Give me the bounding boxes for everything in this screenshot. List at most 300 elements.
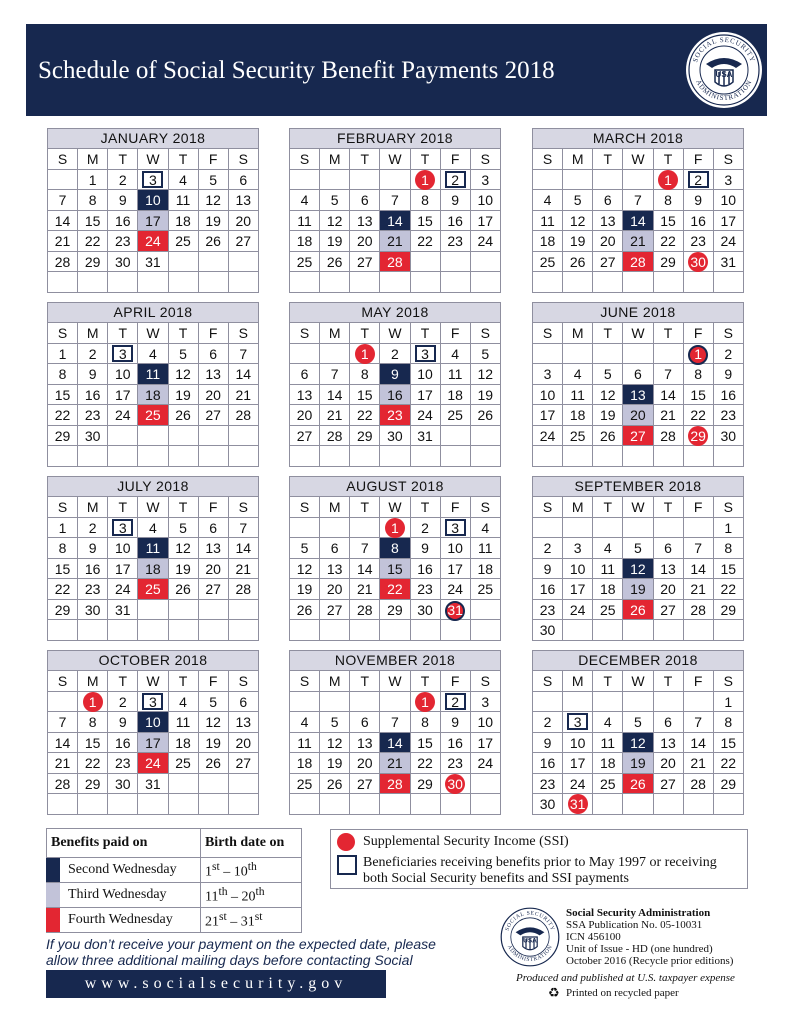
day-number: 18: [175, 212, 191, 229]
ssi-payment-day: [441, 774, 471, 795]
day-number: 12: [296, 560, 313, 577]
legend-ssi-text: Supplemental Security Income (SSI): [363, 834, 569, 849]
day-cell: [138, 753, 168, 774]
day-cell: [138, 733, 168, 754]
day-number: 12: [326, 212, 343, 229]
day-cell: [593, 364, 623, 385]
day-cell: [380, 753, 410, 774]
day-number: 28: [326, 427, 343, 444]
month-title: MAY 2018: [290, 303, 501, 323]
day-number: 5: [481, 345, 490, 362]
empty-cell: [138, 794, 168, 815]
day-cell: [290, 559, 320, 580]
day-number: 15: [54, 386, 71, 403]
month-title: OCTOBER 2018: [48, 651, 259, 671]
weekday-header-row: [533, 497, 744, 518]
week-row: [48, 733, 259, 754]
day-number: 17: [115, 560, 131, 577]
day-cell: [199, 753, 229, 774]
day-cell: [320, 753, 350, 774]
day-cell: [199, 733, 229, 754]
day-cell: [320, 405, 350, 426]
day-cell: [138, 579, 168, 600]
week-row: [48, 446, 259, 467]
day-number: 15: [417, 734, 433, 751]
day-number: 30: [720, 427, 737, 444]
empty-cell: [471, 600, 501, 621]
day-number: 9: [451, 192, 460, 208]
weekday-label: T: [169, 323, 199, 344]
day-cell: [563, 712, 593, 733]
day-number: 9: [118, 714, 127, 730]
day-number: 28: [690, 775, 706, 792]
day-cell: [108, 712, 138, 733]
day-cell: [78, 518, 108, 539]
week-row: [48, 774, 259, 795]
week-row: [290, 753, 501, 774]
day-cell: [350, 733, 380, 754]
week-row: [533, 559, 744, 580]
weekday-label: F: [199, 671, 229, 692]
day-number: 19: [175, 560, 191, 577]
day-number: 9: [543, 734, 552, 751]
empty-cell: [471, 272, 501, 293]
day-cell: [471, 692, 501, 713]
weekday-header-row: [48, 323, 259, 344]
day-cell: [78, 753, 108, 774]
empty-cell: [78, 272, 108, 293]
month-calendar: [47, 476, 259, 641]
day-number: 11: [297, 734, 312, 751]
empty-cell: [199, 794, 229, 815]
day-number: 25: [296, 775, 313, 792]
weekday-label: S: [229, 323, 259, 344]
empty-cell: [290, 170, 320, 191]
day-number: 3: [142, 693, 163, 710]
day-number: 19: [600, 407, 616, 423]
second-wednesday-swatch: [46, 858, 60, 882]
day-cell: [714, 559, 744, 580]
day-cell: [108, 364, 138, 385]
day-cell: [350, 211, 380, 232]
day-number: 29: [688, 426, 708, 446]
day-number: 12: [205, 192, 221, 208]
day-cell: [563, 579, 593, 600]
day-number: 19: [296, 581, 313, 597]
day-cell: [169, 364, 199, 385]
day-number: 23: [115, 755, 131, 771]
day-cell: [593, 712, 623, 733]
day-cell: [108, 538, 138, 559]
empty-cell: [320, 446, 350, 467]
day-cell: [108, 211, 138, 232]
empty-cell: [229, 426, 259, 447]
day-number: 26: [569, 253, 586, 270]
day-number: 27: [660, 601, 676, 618]
day-cell: [411, 518, 441, 539]
empty-cell: [714, 620, 744, 641]
day-cell: [380, 733, 410, 754]
day-number: 23: [115, 233, 131, 249]
benefits-table: [46, 828, 302, 933]
day-number: 9: [391, 366, 399, 382]
day-cell: [320, 733, 350, 754]
day-number: 29: [84, 253, 101, 270]
day-cell: [48, 344, 78, 365]
week-row: [48, 518, 259, 539]
day-cell: [169, 518, 199, 539]
day-number: 19: [569, 233, 586, 249]
empty-cell: [48, 620, 78, 641]
day-cell: [138, 774, 168, 795]
day-cell: [411, 344, 441, 365]
day-number: 3: [142, 171, 163, 188]
day-number: 25: [569, 427, 586, 444]
weekday-label: S: [714, 149, 744, 170]
day-number: 18: [447, 386, 463, 403]
week-row: [533, 344, 744, 365]
day-number: 13: [660, 734, 676, 751]
day-cell: [593, 405, 623, 426]
week-row: [48, 692, 259, 713]
day-cell: [533, 211, 563, 232]
day-number: 6: [360, 192, 369, 208]
week-row: [533, 446, 744, 467]
day-number: 18: [600, 755, 616, 771]
third-wednesday-swatch: [46, 883, 60, 907]
empty-cell: [623, 170, 653, 191]
day-number: 13: [630, 386, 646, 403]
day-cell: [199, 692, 229, 713]
day-number: 26: [326, 775, 343, 792]
day-number: 13: [326, 560, 343, 577]
week-row: [533, 733, 744, 754]
day-cell: [411, 426, 441, 447]
empty-cell: [380, 620, 410, 641]
website-url[interactable]: www.socialsecurity.gov: [46, 970, 386, 998]
day-number: 18: [539, 233, 556, 249]
day-number: 15: [84, 212, 101, 229]
day-cell: [533, 559, 563, 580]
day-cell: [380, 252, 410, 273]
day-cell: [714, 600, 744, 621]
day-cell: [441, 559, 471, 580]
day-number: 11: [297, 212, 312, 229]
day-number: 16: [539, 581, 556, 597]
empty-cell: [320, 692, 350, 713]
day-cell: [411, 559, 441, 580]
day-number: 13: [205, 540, 221, 556]
empty-cell: [229, 600, 259, 621]
day-number: 8: [360, 366, 369, 382]
svg-text:ADMINISTRATION: ADMINISTRATION: [505, 944, 555, 964]
day-number: 24: [447, 581, 463, 597]
day-cell: [78, 170, 108, 191]
empty-cell: [471, 794, 501, 815]
day-cell: [169, 385, 199, 406]
day-cell: [48, 579, 78, 600]
day-cell: [471, 518, 501, 539]
empty-cell: [169, 272, 199, 293]
day-number: 22: [387, 581, 403, 597]
weekday-label: T: [654, 323, 684, 344]
day-number: 15: [84, 734, 101, 751]
prior-box-icon: [337, 855, 357, 875]
day-cell: [108, 231, 138, 252]
seal-top-text: SOCIAL SECURITY: [691, 35, 757, 64]
ssi-payment-day: [684, 252, 714, 273]
week-row: [533, 385, 744, 406]
day-number: 20: [205, 386, 221, 403]
weekday-label: F: [199, 323, 229, 344]
day-number: 10: [115, 540, 131, 556]
day-cell: [623, 385, 653, 406]
svg-text:USA: USA: [523, 937, 537, 945]
day-number: 19: [477, 386, 494, 403]
day-cell: [199, 712, 229, 733]
empty-cell: [411, 794, 441, 815]
week-row: [290, 600, 501, 621]
empty-cell: [199, 426, 229, 447]
day-number: 26: [630, 775, 646, 792]
ssi-circle-icon: [337, 833, 355, 851]
week-row: [290, 211, 501, 232]
day-cell: [48, 364, 78, 385]
day-number: 14: [660, 386, 676, 403]
day-number: 7: [239, 519, 248, 536]
empty-cell: [108, 446, 138, 467]
day-number: 12: [569, 212, 586, 229]
empty-cell: [684, 272, 714, 293]
day-cell: [108, 190, 138, 211]
empty-cell: [471, 446, 501, 467]
day-number: 24: [569, 601, 586, 618]
day-number: 19: [630, 581, 646, 597]
day-cell: [593, 252, 623, 273]
day-cell: [623, 364, 653, 385]
empty-cell: [48, 272, 78, 293]
day-cell: [350, 252, 380, 273]
day-cell: [563, 733, 593, 754]
weekday-label: S: [229, 671, 259, 692]
empty-cell: [684, 794, 714, 815]
day-number: 30: [387, 427, 403, 444]
day-cell: [199, 364, 229, 385]
day-cell: [654, 252, 684, 273]
empty-cell: [108, 426, 138, 447]
day-number: 22: [720, 581, 737, 597]
day-number: 27: [205, 581, 221, 597]
day-number: 20: [235, 734, 252, 751]
day-number: 10: [477, 192, 494, 208]
day-cell: [108, 733, 138, 754]
day-number: 3: [567, 713, 588, 730]
day-number: 30: [115, 253, 131, 270]
week-row: [533, 692, 744, 713]
empty-cell: [714, 794, 744, 815]
day-number: 24: [539, 427, 556, 444]
day-cell: [138, 518, 168, 539]
day-cell: [199, 344, 229, 365]
day-number: 30: [84, 601, 101, 618]
empty-cell: [380, 446, 410, 467]
day-number: 2: [88, 519, 97, 536]
week-row: [48, 712, 259, 733]
day-number: 6: [209, 345, 218, 362]
week-row: [533, 231, 744, 252]
day-cell: [290, 211, 320, 232]
day-number: 18: [145, 386, 161, 403]
day-cell: [684, 538, 714, 559]
weekday-header-row: [290, 497, 501, 518]
day-number: 21: [357, 581, 373, 597]
day-number: 18: [477, 560, 494, 577]
day-cell: [714, 344, 744, 365]
empty-cell: [654, 344, 684, 365]
day-number: 25: [447, 407, 463, 423]
day-cell: [78, 579, 108, 600]
day-number: 26: [630, 601, 646, 618]
day-number: 6: [664, 540, 672, 556]
day-number: 9: [543, 560, 552, 577]
day-number: 14: [357, 560, 373, 577]
day-number: 22: [660, 233, 676, 249]
day-number: 19: [175, 386, 191, 403]
week-row: [533, 405, 744, 426]
empty-cell: [199, 446, 229, 467]
day-cell: [441, 211, 471, 232]
day-cell: [684, 364, 714, 385]
empty-cell: [593, 344, 623, 365]
day-number: 14: [690, 560, 706, 577]
day-number: 4: [543, 192, 552, 208]
empty-cell: [138, 426, 168, 447]
day-cell: [350, 231, 380, 252]
day-number: 20: [630, 407, 646, 423]
day-number: 13: [357, 212, 373, 229]
empty-cell: [290, 620, 320, 641]
day-cell: [593, 211, 623, 232]
day-cell: [471, 712, 501, 733]
day-cell: [350, 774, 380, 795]
day-number: 21: [690, 755, 706, 771]
weekday-label: F: [199, 497, 229, 518]
month-calendar: [289, 476, 501, 641]
day-number: 13: [357, 734, 373, 751]
day-number: 23: [690, 233, 706, 249]
weekday-label: S: [48, 323, 78, 344]
day-cell: [229, 231, 259, 252]
day-cell: [138, 559, 168, 580]
week-row: [48, 364, 259, 385]
empty-cell: [350, 446, 380, 467]
paid-label: Second Wednesday: [68, 862, 177, 878]
week-row: [533, 170, 744, 191]
weekday-label: M: [320, 671, 350, 692]
day-number: 19: [205, 212, 221, 229]
day-cell: [78, 231, 108, 252]
day-cell: [441, 364, 471, 385]
empty-cell: [78, 620, 108, 641]
day-cell: [169, 211, 199, 232]
day-number: 2: [688, 171, 709, 188]
empty-cell: [684, 620, 714, 641]
day-number: 17: [569, 755, 586, 771]
day-cell: [138, 211, 168, 232]
day-cell: [290, 579, 320, 600]
day-number: 29: [720, 601, 737, 618]
day-number: 24: [145, 755, 161, 771]
day-number: 17: [539, 407, 556, 423]
day-cell: [714, 405, 744, 426]
day-number: 12: [600, 386, 616, 403]
empty-cell: [623, 794, 653, 815]
ssi-payment-day: [441, 600, 471, 621]
day-number: 5: [573, 192, 582, 208]
day-number: 3: [481, 693, 490, 710]
day-cell: [623, 405, 653, 426]
day-cell: [623, 426, 653, 447]
day-cell: [714, 774, 744, 795]
weekday-label: S: [48, 149, 78, 170]
day-cell: [169, 753, 199, 774]
weekday-label: M: [563, 323, 593, 344]
day-number: 20: [357, 233, 373, 249]
day-cell: [320, 364, 350, 385]
day-cell: [411, 405, 441, 426]
day-number: 17: [477, 212, 494, 229]
month-calendar: [47, 302, 259, 467]
day-number: 1: [688, 345, 708, 365]
week-row: [290, 252, 501, 273]
day-number: 11: [570, 386, 585, 403]
weekday-label: F: [441, 671, 471, 692]
day-cell: [78, 344, 108, 365]
weekday-label: T: [108, 323, 138, 344]
day-cell: [471, 170, 501, 191]
day-cell: [563, 385, 593, 406]
weekday-label: M: [563, 671, 593, 692]
week-row: [290, 712, 501, 733]
day-number: 2: [421, 519, 429, 536]
day-cell: [229, 753, 259, 774]
day-cell: [229, 733, 259, 754]
empty-cell: [623, 518, 653, 539]
month-calendar: [289, 650, 501, 815]
day-number: 13: [296, 386, 313, 403]
day-cell: [411, 538, 441, 559]
weekday-label: W: [138, 149, 168, 170]
empty-cell: [320, 794, 350, 815]
week-row: [533, 364, 744, 385]
empty-cell: [108, 794, 138, 815]
day-number: 4: [603, 540, 612, 556]
day-number: 4: [149, 345, 157, 362]
day-cell: [593, 753, 623, 774]
day-number: 19: [630, 755, 646, 771]
day-number: 1: [58, 519, 67, 536]
day-number: 22: [54, 407, 71, 423]
week-row: [48, 252, 259, 273]
weekday-header-row: [290, 671, 501, 692]
day-cell: [108, 252, 138, 273]
day-number: 9: [88, 540, 97, 556]
day-cell: [199, 405, 229, 426]
day-cell: [229, 344, 259, 365]
day-cell: [684, 733, 714, 754]
empty-cell: [78, 446, 108, 467]
day-cell: [471, 405, 501, 426]
